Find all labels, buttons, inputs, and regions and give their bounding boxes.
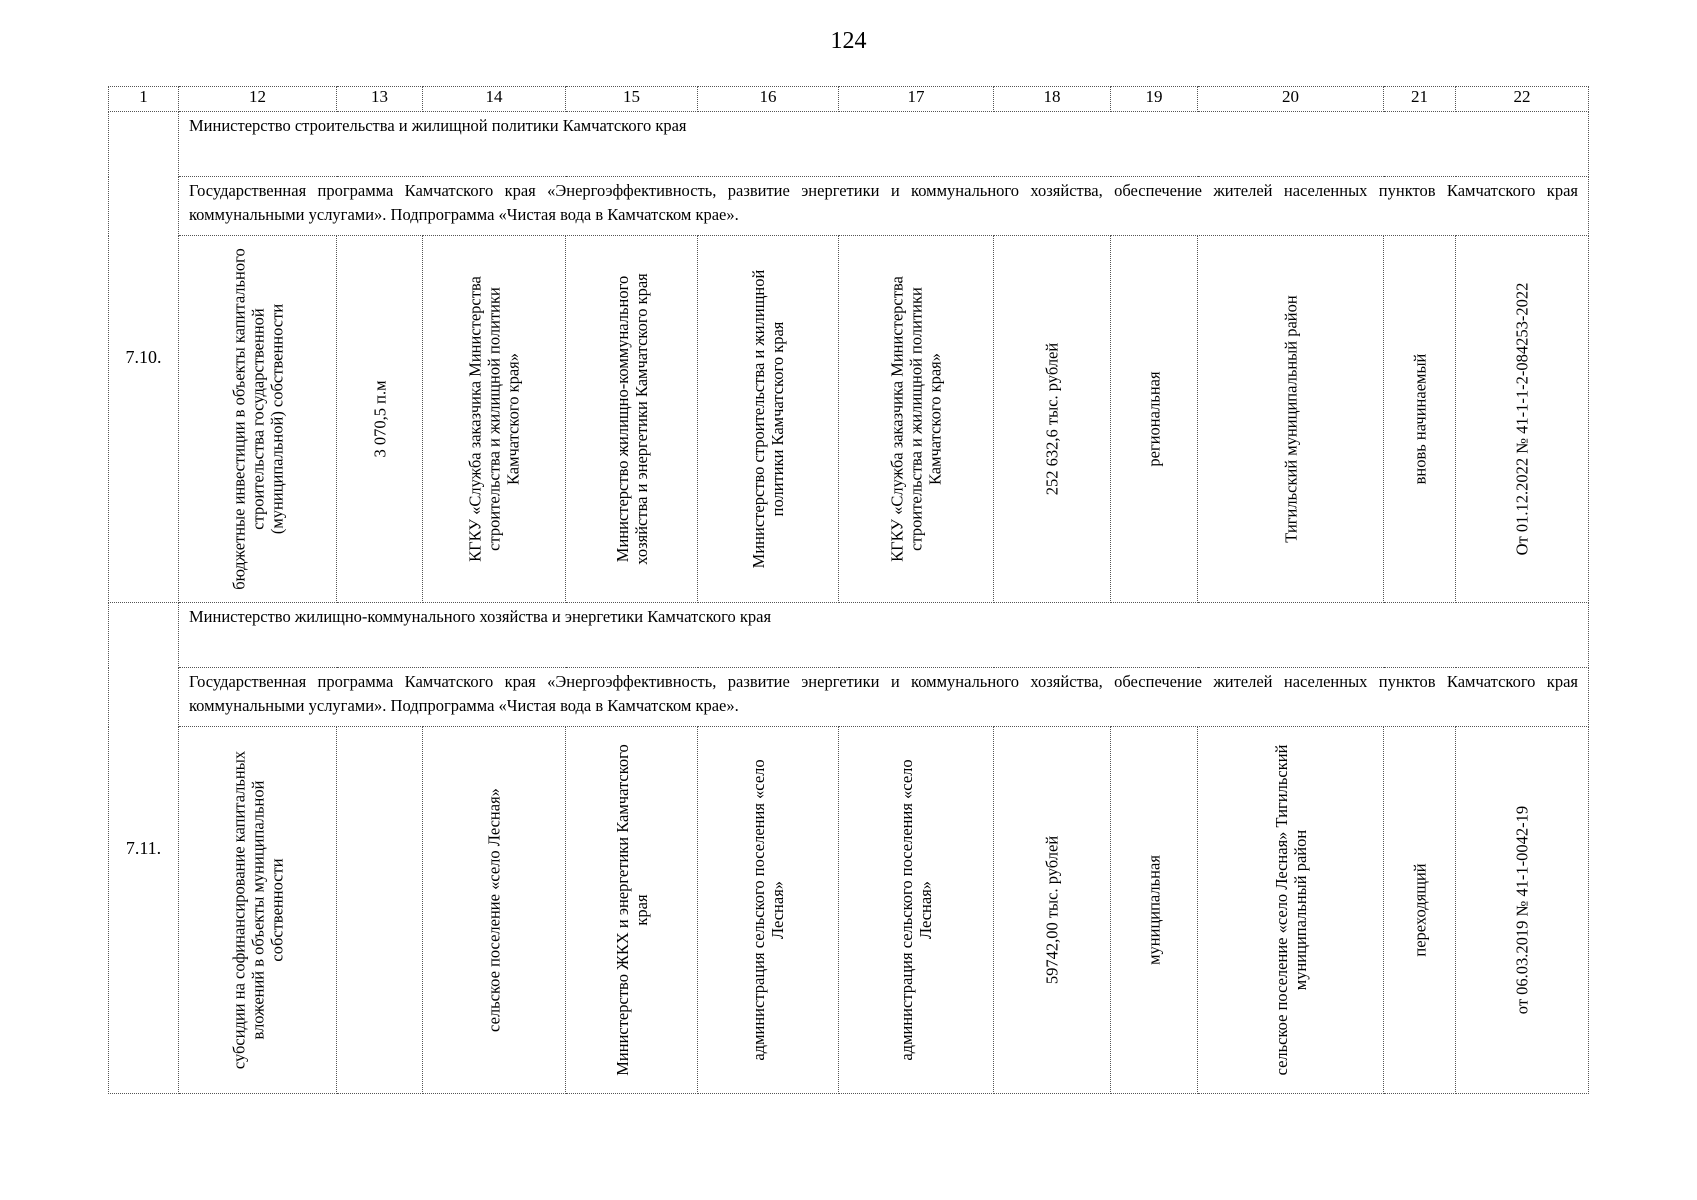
- cell-text: региональная: [1144, 371, 1164, 467]
- column-header: 22: [1456, 87, 1589, 112]
- data-cell: [994, 236, 1111, 603]
- page-number: 124: [830, 28, 867, 54]
- cell-text: от 06.03.2019 № 41-1-0042-19: [1512, 805, 1532, 1015]
- cell-text: Министерство жилищно-коммунального хозяйства и энергетики Камчатского края: [612, 273, 651, 565]
- cell-text: сельское поселение «село Лесная» Тигильский муниципальный район: [1271, 744, 1310, 1076]
- cell-text: бюджетные инвестиции в объекты капитального строительства государственной (муниципальной) собственности: [229, 248, 286, 590]
- data-cell: [1198, 727, 1384, 1094]
- data-cell: [1456, 236, 1589, 603]
- cell-text: 3 070,5 п.м: [370, 380, 389, 458]
- cell-text: КГКУ «Служба заказчика Министерства строительства и жилищной политики Камчатского края»: [887, 276, 945, 562]
- data-cell: [566, 727, 698, 1094]
- cell-text: администрация сельского поселения «село Лесная»: [897, 759, 935, 1061]
- ministry-row: [109, 112, 1589, 177]
- cell-text: Министерство строительства и жилищной политики Камчатского края: [749, 269, 787, 569]
- column-header: 15: [566, 87, 698, 112]
- data-cell: [1111, 727, 1198, 1094]
- data-cell: [1198, 236, 1384, 603]
- column-header: 17: [839, 87, 994, 112]
- data-cell: [179, 236, 337, 603]
- column-header: 21: [1384, 87, 1456, 112]
- cell-text: сельское поселение «село Лесная»: [484, 788, 504, 1032]
- program-row: [109, 177, 1589, 236]
- data-cell: [994, 727, 1111, 1094]
- column-header: 1: [109, 87, 179, 112]
- data-cell: [1384, 727, 1456, 1094]
- column-header: 14: [423, 87, 566, 112]
- cell-text: Тигильский муниципальный район: [1281, 295, 1300, 543]
- row-number: 7.11.: [109, 603, 179, 1094]
- cell-text: муниципальная: [1144, 855, 1164, 965]
- column-header: 16: [698, 87, 839, 112]
- data-cell: [698, 236, 839, 603]
- cell-text: субсидии на софинансирование капитальных вложений в объекты муниципальной собственности: [229, 750, 286, 1070]
- column-header: 12: [179, 87, 337, 112]
- data-cell: [337, 727, 423, 1094]
- cell-text: администрация сельского поселения «село Лесная»: [749, 759, 787, 1061]
- data-row: [109, 236, 1589, 603]
- program-row: [109, 668, 1589, 727]
- column-header: 19: [1111, 87, 1198, 112]
- data-cell: [1384, 236, 1456, 603]
- data-cell: [698, 727, 839, 1094]
- data-cell: [839, 236, 994, 603]
- data-cell: [566, 236, 698, 603]
- column-header: 20: [1198, 87, 1384, 112]
- cell-text: 59742,00 тыс. рублей: [1042, 835, 1062, 985]
- cell-text: вновь начинаемый: [1410, 353, 1429, 485]
- program-name: Государственная программа Камчатского края «Энергоэффективность, развитие энергетики и коммунального хозяйства, обеспечение жителей населенных пунктов Камчатского края коммунальными услугами». Подпрограмма «Чистая вода в Камчатском крае».: [179, 668, 1589, 727]
- data-row: [109, 727, 1589, 1094]
- cell-text: переходящий: [1410, 863, 1429, 957]
- cell-text: КГКУ «Служба заказчика Министерства строительства и жилищной политики Камчатского края»: [465, 276, 523, 562]
- row-number: 7.10.: [109, 112, 179, 603]
- column-header: 13: [337, 87, 423, 112]
- cell-text: 252 632,6 тыс. рублей: [1042, 342, 1062, 496]
- column-header-row: [109, 87, 1589, 112]
- cell-text: От 01.12.2022 № 41-1-1-2-084253-2022: [1512, 282, 1532, 556]
- data-cell: [839, 727, 994, 1094]
- data-cell: [423, 236, 566, 603]
- data-cell: [179, 727, 337, 1094]
- cell-text: Министерство ЖКХ и энергетики Камчатского края: [612, 744, 651, 1076]
- data-cell: [1456, 727, 1589, 1094]
- data-cell: [423, 727, 566, 1094]
- program-name: Государственная программа Камчатского края «Энергоэффективность, развитие энергетики и коммунального хозяйства, обеспечение жителей населенных пунктов Камчатского края коммунальными услугами». Подпрограмма «Чистая вода в Камчатском крае».: [179, 177, 1589, 236]
- ministry-name: Министерство жилищно-коммунального хозяйства и энергетики Камчатского края: [179, 603, 1589, 668]
- data-cell: [1111, 236, 1198, 603]
- ministry-name: Министерство строительства и жилищной политики Камчатского края: [179, 112, 1589, 177]
- ministry-row: [109, 603, 1589, 668]
- data-cell: [337, 236, 423, 603]
- document-table: [108, 86, 1589, 1094]
- column-header: 18: [994, 87, 1111, 112]
